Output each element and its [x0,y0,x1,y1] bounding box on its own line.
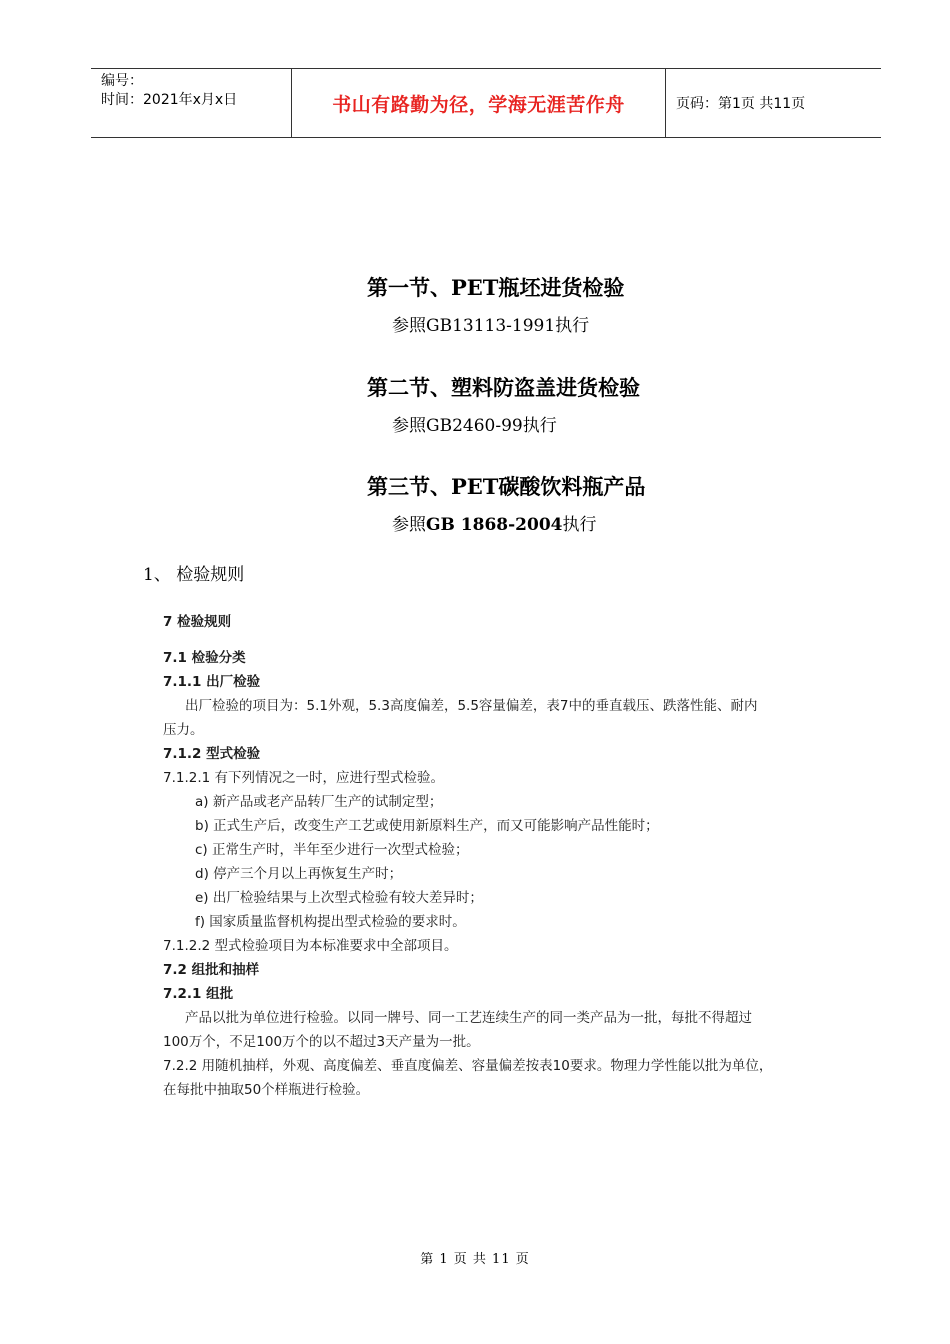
section-title-1: 第一节、PET瓶坯进货检验 [367,275,625,300]
clause-7-1-1-text: 出厂检验的项目为：5.1外观，5.3高度偏差，5.5容量偏差，表7中的垂直载压、跌落性能、耐内 [185,698,758,714]
section-ref-3-suffix: 执行 [562,515,597,535]
section-ref-3-standard: GB 1868-2004 [426,515,563,535]
header-motto: 书山有路勤为径，学海无涯苦作舟 [292,69,666,137]
list-item-e: e) 出厂检验结果与上次型式检验有较大差异时； [195,890,483,906]
section-ref-1 [392,311,589,336]
header-page-label: 页码：第1页 共11页 [676,96,806,112]
section-ref-2-text: 参照GB2460-99执行 [392,416,557,436]
item-heading: 1、 检验规则 [143,565,245,585]
clause-7-2-1-heading: 7.2.1 组批 [163,986,234,1002]
clause-7-1-2-heading: 7.1.2 型式检验 [163,746,261,762]
list-item-b: b) 正式生产后，改变生产工艺或使用新原料生产，而又可能影响产品性能时； [195,818,659,834]
number-label: 编号： [101,73,143,89]
page-header [91,68,881,138]
page-footer: 第 1 页 共 11 页 [420,1252,530,1267]
clause-7-1-2-1-text: 7.1.2.1 有下列情况之一时，应进行型式检验。 [163,770,445,786]
section-ref-1-text: 参照GB13113-1991执行 [392,316,590,336]
list-item-f: f) 国家质量监督机构提出型式检验的要求时。 [195,914,466,930]
header-meta [91,69,292,137]
clause-7-1-2-2-text: 7.1.2.2 型式检验项目为本标准要求中全部项目。 [163,938,458,954]
list-item-d: d) 停产三个月以上再恢复生产时； [195,866,403,882]
clause-7-2-heading: 7.2 组批和抽样 [163,962,260,978]
clause-7-2-2-text: 7.2.2 用随机抽样，外观、高度偏差、垂直度偏差、容量偏差按表10要求。物理力学性能以批为单位， [163,1058,773,1074]
section-ref-2 [392,411,557,436]
clause-7-1-1-text-cont: 压力。 [163,722,204,738]
clause-7-1-heading: 7.1 检验分类 [163,650,246,666]
section-title-2: 第二节、塑料防盗盖进货检验 [367,375,640,400]
section-ref-3 [392,510,597,535]
clause-7-2-2-text-cont: 在每批中抽取50个样瓶进行检验。 [163,1082,370,1098]
list-item-c: c) 正常生产时，半年至少进行一次型式检验； [195,842,469,858]
section-ref-3-prefix: 参照 [392,515,426,535]
section-title-3: 第三节、PET碳酸饮料瓶产品 [367,474,646,499]
list-item-a: a) 新产品或老产品转厂生产的试制定型； [195,794,443,810]
time-label: 时间：2021年x月x日 [101,92,238,108]
clause-7-2-1-text-cont: 100万个，不足100万个的以不超过3天产量为一批。 [163,1034,480,1050]
clause-7-heading: 7 检验规则 [163,614,232,630]
clause-7-2-1-text: 产品以批为单位进行检验。以同一牌号、同一工艺连续生产的同一类产品为一批，每批不得超过 [185,1010,752,1026]
clause-7-1-1-heading: 7.1.1 出厂检验 [163,674,261,690]
